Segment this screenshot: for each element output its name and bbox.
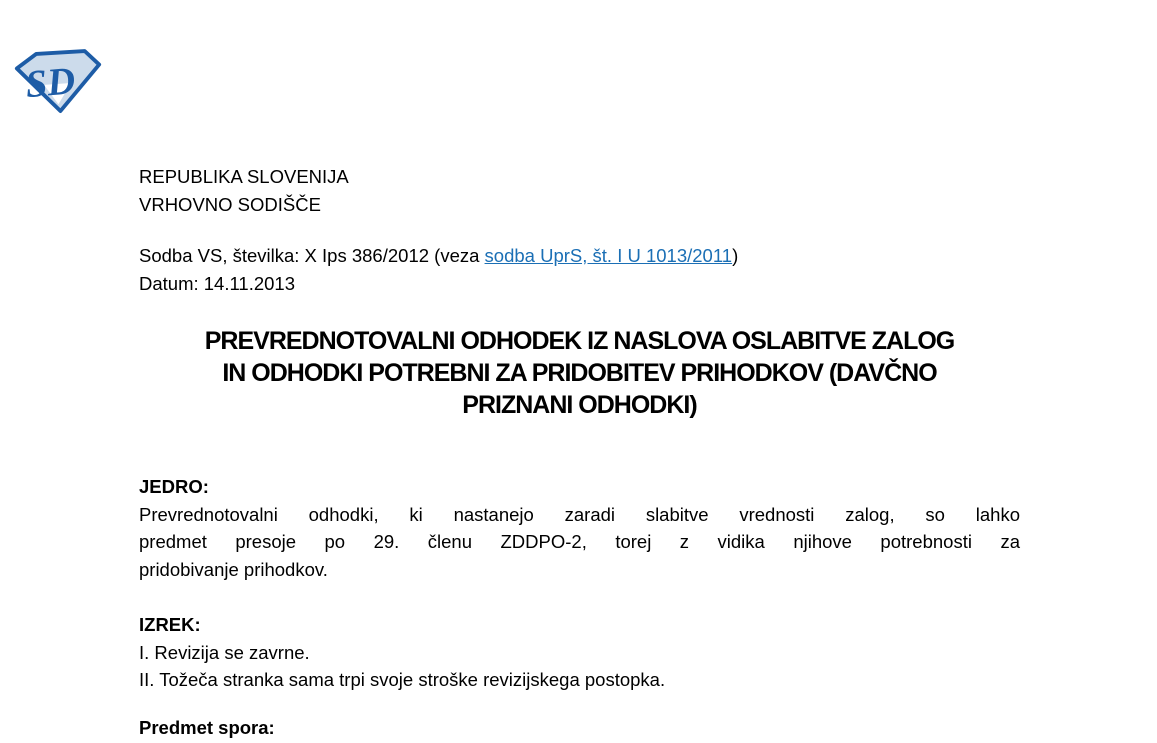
related-judgment-link[interactable]: sodba UprS, št. I U 1013/2011 [484,245,733,266]
country-name: REPUBLIKA SLOVENIJA [139,166,349,187]
court-name: VRHOVNO SODIŠČE [139,193,321,215]
jedro-section [139,473,1020,583]
judgment-title [139,325,1020,421]
court-sd-logo [12,48,104,116]
diamond-gem-icon [12,48,104,116]
jedro-heading: JEDRO: [139,476,209,497]
court-header [139,163,1020,218]
svg-text:SD: SD [23,59,77,107]
case-number-suffix: ) [732,245,739,266]
case-info [139,242,1020,297]
title-line: IN ODHODKI POTREBNI ZA PRIDOBITEV PRIHODKOV (DAVČNO [222,359,937,387]
predmet-spora-heading: Predmet spora: [139,716,275,738]
date-line: Datum: 14.11.2013 [139,272,295,294]
jedro-text-line: predmet presoje po 29. členu ZDDPO-2, torej z vidika njihove potrebnosti za [139,531,1020,552]
jedro-text-line: Prevrednotovalni odhodki, ki nastanejo zaradi slabitve vrednosti zalog, so lahko [139,503,1020,525]
predmet-spora-section [139,714,1020,742]
izrek-section [139,611,1020,694]
title-line: PRIZNANI ODHODKI) [462,391,697,419]
izrek-item: I. Revizija se zavrne. [139,641,310,663]
judgment-document [139,0,1020,741]
izrek-heading: IZREK: [139,614,201,635]
case-number-line [139,242,1020,270]
jedro-text-line: pridobivanje prihodkov. [139,558,328,580]
title-line: PREVREDNOTOVALNI ODHODEK IZ NASLOVA OSLABITVE ZALOG [204,327,955,355]
izrek-item: II. Tožeča stranka sama trpi svoje stroške revizijskega postopka. [139,669,666,690]
case-number-prefix: Sodba VS, številka: X Ips 386/2012 (veza [139,245,485,266]
